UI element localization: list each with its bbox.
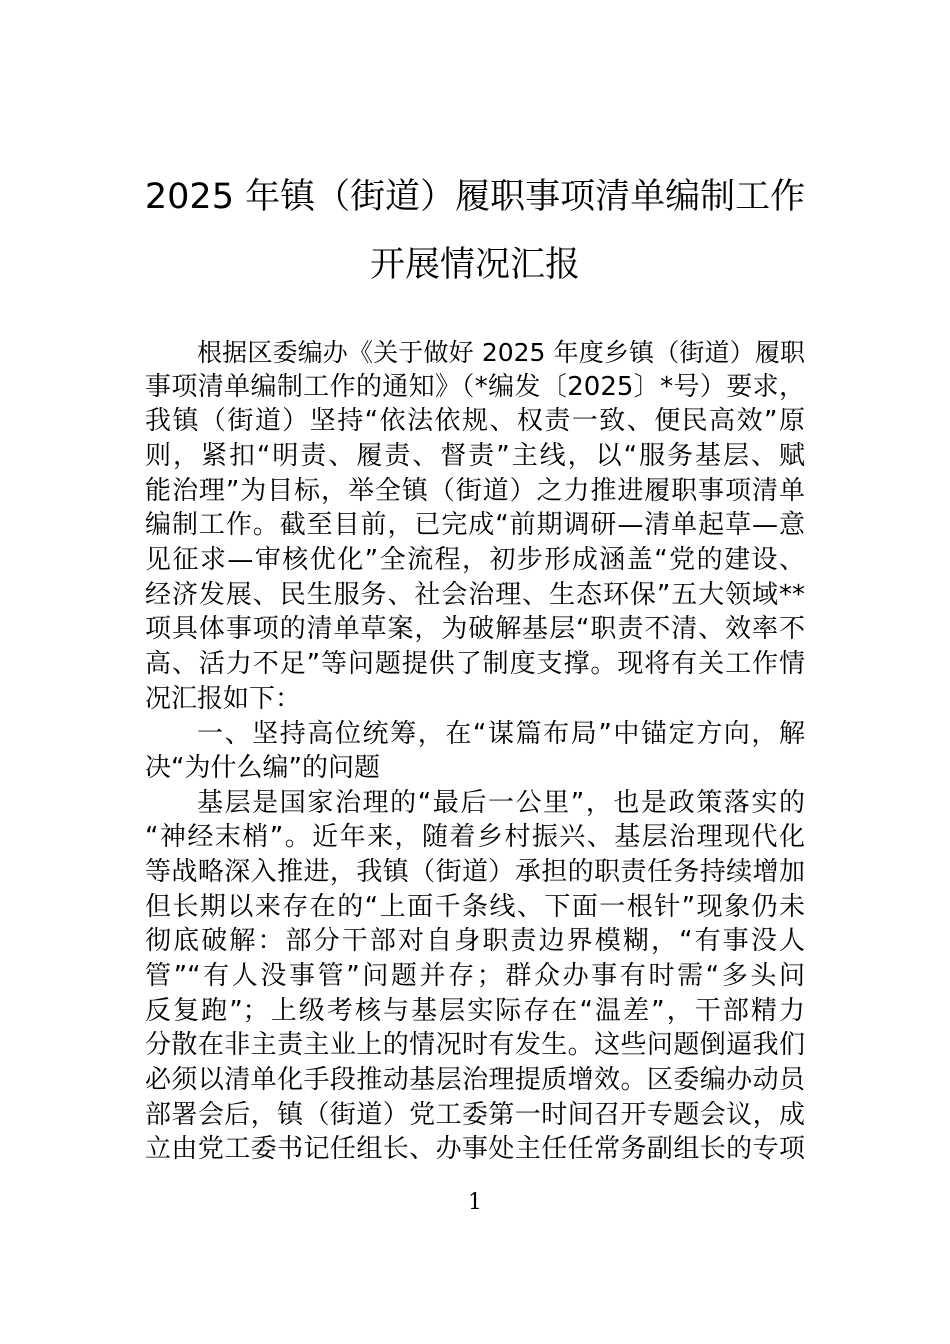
text-line: 立由党工委书记任组长、办事处主任任常务副组长的专项	[145, 1134, 805, 1164]
text-line: 事项清单编制工作的通知》（*编发〔2025〕*号）要求，	[145, 372, 805, 402]
text-line: 部署会后，镇（街道）党工委第一时间召开专题会议，成	[145, 1100, 805, 1130]
text-line: 况汇报如下：	[145, 684, 302, 714]
text-line: 但长期以来存在的“上面千条线、下面一根针”现象仍未	[145, 892, 805, 922]
document-title-line-2: 开展情况汇报	[369, 245, 580, 285]
text-line: 项具体事项的清单草案，为破解基层“职责不清、效率不	[145, 614, 805, 644]
text-line: 高、活力不足”等问题提供了制度支撑。现将有关工作情	[145, 649, 805, 679]
text-line: 编制工作。截至目前，已完成“前期调研—清单起草—意	[145, 510, 805, 540]
text-line: 决“为什么编”的问题	[145, 753, 380, 783]
text-line: 见征求—审核优化”全流程，初步形成涵盖“党的建设、	[145, 545, 805, 575]
text-line: 则，紧扣“明责、履责、督责”主线，以“服务基层、赋	[145, 441, 805, 471]
text-line: 经济发展、民生服务、社会治理、生态环保”五大领域**	[145, 580, 805, 610]
text-line: 能治理”为目标，举全镇（街道）之力推进履职事项清单	[145, 476, 805, 506]
text-line: 一、坚持高位统筹，在“谋篇布局”中锚定方向，解	[197, 719, 805, 749]
text-line: 反复跑”；上级考核与基层实际存在“温差”，干部精力	[145, 996, 805, 1026]
text-line: 等战略深入推进，我镇（街道）承担的职责任务持续增加	[145, 857, 805, 887]
page-number: 1	[468, 1190, 482, 1215]
text-line: “神经末梢”。近年来，随着乡村振兴、基层治理现代化	[145, 822, 805, 852]
text-line: 分散在非主责主业上的情况时有发生。这些问题倒逼我们	[145, 1030, 805, 1060]
text-line: 管”“有人没事管”问题并存；群众办事有时需“多头问	[145, 961, 805, 991]
text-line: 必须以清单化手段推动基层治理提质增效。区委编办动员	[145, 1065, 805, 1095]
text-line: 彻底破解：部分干部对自身职责边界模糊，“有事没人	[145, 926, 805, 956]
document-title-line-1: 2025 年镇（街道）履职事项清单编制工作	[144, 177, 806, 217]
text-line: 基层是国家治理的“最后一公里”，也是政策落实的	[197, 788, 805, 818]
text-line: 根据区委编办《关于做好 2025 年度乡镇（街道）履职	[197, 338, 805, 367]
text-line: 我镇（街道）坚持“依法依规、权责一致、便民高效”原	[145, 406, 805, 436]
